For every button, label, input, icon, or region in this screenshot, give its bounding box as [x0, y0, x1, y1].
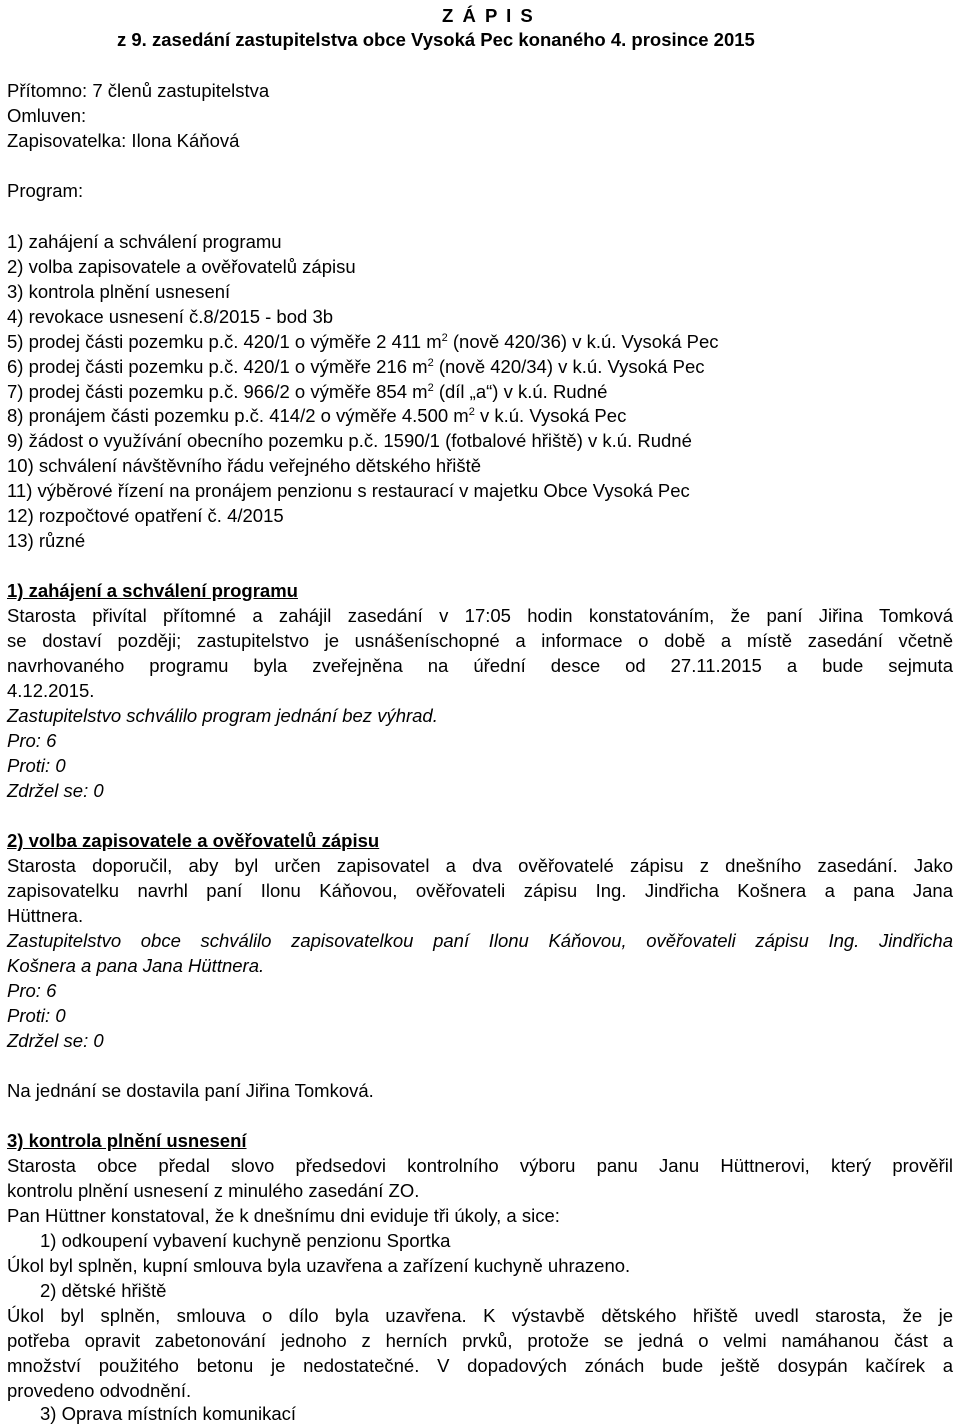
- document-title: Z Á P I S: [442, 5, 535, 26]
- section3-task-line: provedeno odvodnění.: [7, 1380, 192, 1401]
- section1-line: 4.12.2015.: [7, 680, 95, 701]
- section2-note: Na jednání se dostavila paní Jiřina Tomková.: [7, 1080, 374, 1101]
- program-item: 3) kontrola plnění usnesení: [7, 281, 231, 302]
- section2-vote-for: Pro: 6: [7, 980, 57, 1001]
- section2-resolution-line: Košnera a pana Jana Hüttnera.: [7, 955, 265, 976]
- program-item: 13) různé: [7, 530, 86, 551]
- program-item: 5) prodej části pozemku p.č. 420/1 o výměře 2 411 $m^2$ (nově 420/36) v k.ú. Vysoká Pec: [7, 331, 719, 352]
- attendance-present: Přítomno: 7 členů zastupitelstva: [7, 80, 270, 101]
- section1-line: Starosta přivítal přítomné a zahájil zasedání v 17:05 hodin konstatováním, že paní Jiřina Tomková: [7, 605, 953, 626]
- program-item: 1) zahájení a schválení programu: [7, 231, 282, 252]
- section3-task-result: Úkol byl splněn, kupní smlouva byla uzavřena a zařízení kuchyně uhrazeno.: [7, 1255, 631, 1276]
- section3-task-line: Úkol byl splněn, smlouva o dílo byla uzavřena. K výstavbě dětského hřiště uvedl starosta, že je: [7, 1305, 953, 1326]
- program-item: 10) schválení návštěvního řádu veřejného dětského hřiště: [7, 455, 482, 476]
- section3-line: kontrolu plnění usnesení z minulého zasedání ZO.: [7, 1180, 420, 1201]
- program-item: 4) revokace usnesení č.8/2015 - bod 3b: [7, 306, 334, 327]
- program-heading: Program:: [7, 180, 84, 201]
- program-item: 2) volba zapisovatele a ověřovatelů zápisu: [7, 256, 356, 277]
- section1-resolution: Zastupitelstvo schválilo program jednání bez výhrad.: [7, 705, 438, 726]
- attendance-recorder: Zapisovatelka: Ilona Káňová: [7, 130, 240, 151]
- section2-heading: 2) volba zapisovatele a ověřovatelů zápisu: [7, 830, 380, 851]
- section3-task-line: množství použitého betonu je nedostatečné. V dopadových zónách bude ještě dosypán kačírek a: [7, 1355, 953, 1376]
- section2-resolution-line: Zastupitelstvo obce schválilo zapisovatelkou paní Ilonu Káňovou, ověřovateli zápisu Ing. Jindřicha: [7, 930, 953, 951]
- section1-vote-against: Proti: 0: [7, 755, 66, 776]
- section3-task-line: potřeba opravit zabetonování jednoho z herních prvků, protože se jedná o velmi namáhanou část a: [7, 1330, 953, 1351]
- section2-line: zapisovatelku navrhl paní Ilonu Káňovou, ověřovateli zápisu Ing. Jindřicha Košnera a pana Jana: [7, 880, 953, 901]
- section1-vote-abstain: Zdržel se: 0: [7, 780, 104, 801]
- section2-line: Starosta doporučil, aby byl určen zapisovatel a dva ověřovatelé zápisu z dnešního zasedání. Jako: [7, 855, 953, 876]
- section1-line: se dostaví později; zastupitelstvo je usnášeníschopné a informace o době a místě zasedání včetně: [7, 630, 953, 651]
- section3-intro: Pan Hüttner konstatoval, že k dnešnímu dni eviduje tři úkoly, a sice:: [7, 1205, 560, 1226]
- document-subtitle: z 9. zasedání zastupitelstva obce Vysoká Pec konaného 4. prosince 2015: [117, 29, 755, 50]
- attendance-excused: Omluven:: [7, 105, 87, 126]
- section3-task: 2) dětské hřiště: [40, 1280, 167, 1301]
- section3-task: 1) odkoupení vybavení kuchyně penzionu Sportka: [40, 1230, 451, 1251]
- program-item: 11) výběrové řízení na pronájem penzionu s restaurací v majetku Obce Vysoká Pec: [7, 480, 690, 501]
- section1-vote-for: Pro: 6: [7, 730, 57, 751]
- section2-vote-against: Proti: 0: [7, 1005, 66, 1026]
- section2-line: Hüttnera.: [7, 905, 84, 926]
- section3-task: 3) Oprava místních komunikací: [40, 1403, 297, 1424]
- section3-line: Starosta obce předal slovo předsedovi kontrolního výboru panu Janu Hüttnerovi, který prověřil: [7, 1155, 953, 1176]
- program-item: 12) rozpočtové opatření č. 4/2015: [7, 505, 284, 526]
- section3-heading: 3) kontrola plnění usnesení: [7, 1130, 247, 1151]
- program-item: 6) prodej části pozemku p.č. 420/1 o výměře 216 $m^2$ (nově 420/34) v k.ú. Vysoká Pec: [7, 356, 705, 377]
- program-item: 7) prodej části pozemku p.č. 966/2 o výměře 854 $m^2$ (díl „a“) v k.ú. Rudné: [7, 381, 608, 402]
- program-item: 8) pronájem části pozemku p.č. 414/2 o výměře 4.500 $m^2$ v k.ú. Vysoká Pec: [7, 405, 627, 426]
- section1-heading: 1) zahájení a schválení programu: [7, 580, 298, 601]
- section1-line: navrhovaného programu byla zveřejněna na úřední desce od 27.11.2015 a bude sejmuta: [7, 655, 953, 676]
- section2-vote-abstain: Zdržel se: 0: [7, 1030, 104, 1051]
- program-item: 9) žádost o využívání obecního pozemku p.č. 1590/1 (fotbalové hřiště) v k.ú. Rudné: [7, 430, 692, 451]
